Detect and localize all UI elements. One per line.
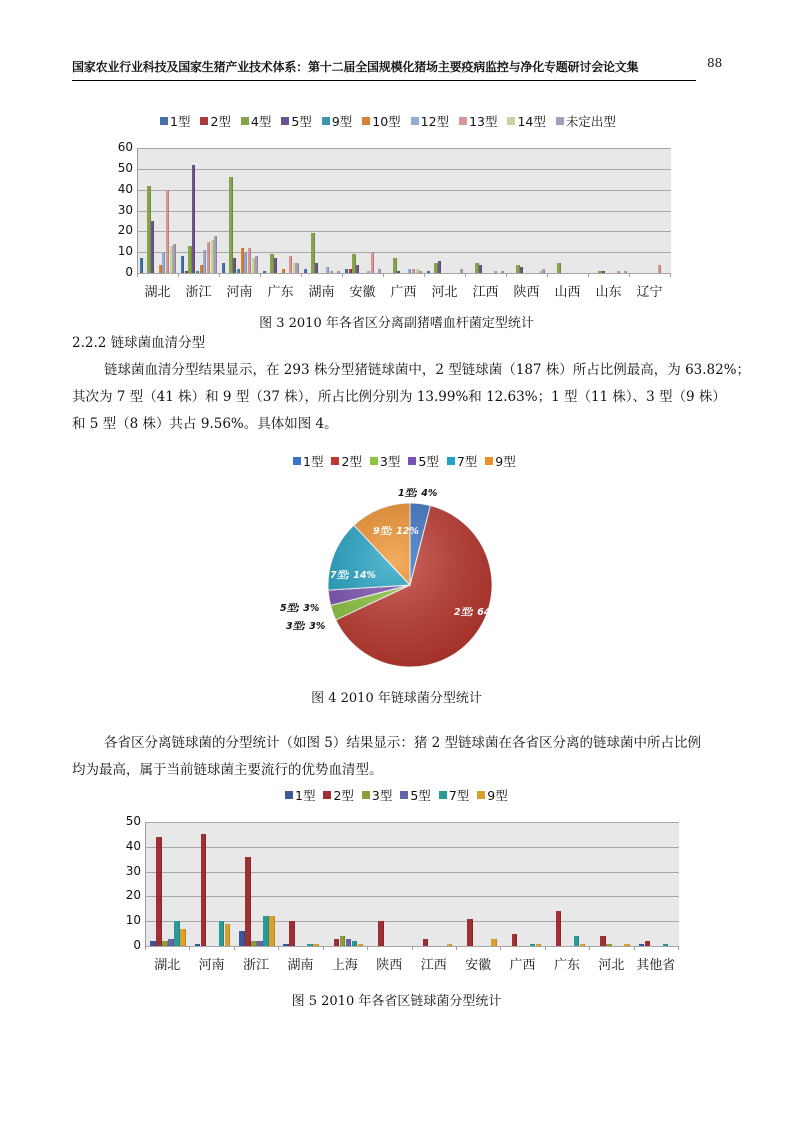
bar [229,177,232,273]
bar [467,919,473,946]
bar [245,857,251,946]
legend-label: 2型 [333,788,354,803]
legend-label: 2型 [341,454,362,469]
legend-swatch-icon [447,457,455,465]
bar [188,246,191,273]
y-tick-label: 20 [125,888,141,903]
legend-label: 1型 [170,114,191,129]
bar [168,939,174,946]
legend-swatch-icon [281,117,289,125]
header-rule [72,80,696,81]
bar [283,944,289,946]
bar [257,941,263,946]
bar [600,936,606,946]
bar [530,944,536,946]
x-tick-label: 陕西 [376,958,403,973]
x-tick-mark [506,273,507,277]
legend-item [331,452,361,470]
bar [580,944,586,946]
x-tick-mark [219,273,220,277]
x-tick-label: 辽宁 [636,285,663,300]
x-tick-label: 江西 [420,958,447,973]
bar [263,916,269,946]
bar [150,941,156,946]
bar [352,941,358,946]
x-tick-label: 浙江 [185,285,212,300]
bar [397,271,400,273]
bar [598,271,601,273]
bar [556,911,562,946]
bar [270,254,273,273]
bar [203,250,206,273]
legend-item [400,786,430,804]
bar [501,271,504,273]
bar [606,944,612,946]
bar [192,165,195,273]
x-tick-label: 广东 [553,958,580,973]
bar [434,263,437,273]
x-tick-mark [323,946,324,950]
bar [617,271,620,273]
x-tick-mark [678,946,679,950]
bar [602,271,605,273]
gridline [146,822,679,823]
plot-area [137,148,671,273]
x-tick-mark [589,946,590,950]
x-tick-mark [634,946,635,950]
x-tick-mark [260,273,261,277]
y-tick-label: 0 [125,265,133,279]
x-tick-label: 安徽 [349,285,376,300]
legend-item [285,786,315,804]
legend-label: 2型 [210,114,231,129]
bar [346,939,352,946]
paragraph-line: 其次为 7 型（41 株）和 9 型（37 株），所占比例分别为 13.99%和 12.63%；1 型（11 株）、3 型（9 株） [72,389,726,405]
bar [173,244,176,273]
x-tick-label: 安徽 [465,958,492,973]
legend-item [370,452,400,470]
x-tick-mark [545,946,546,950]
y-tick-label: 30 [117,202,133,217]
bar [211,240,214,273]
bar [427,271,430,273]
x-tick-label: 广西 [509,958,536,973]
bar [237,269,240,273]
bar [663,944,669,946]
legend-item [447,452,477,470]
bar [201,834,207,946]
legend-label: 3型 [371,788,393,803]
figure5-caption: 图 5 2010 年各省区链球菌分型统计 [291,994,502,1009]
y-tick-label: 10 [125,913,141,928]
bar [574,936,580,946]
y-tick-label: 50 [117,160,133,175]
legend-label: 5型 [418,454,439,469]
bar [520,267,523,273]
x-tick-label: 河北 [431,285,458,300]
figure4-legend [293,452,516,470]
figure4-caption: 图 4 2010 年链球菌分型统计 [311,691,482,706]
gridline [138,211,671,212]
legend-swatch-icon [285,791,293,799]
figure4-pie [270,470,520,675]
x-tick-mark [424,273,425,277]
legend-label: 7型 [456,454,478,469]
bar [412,269,415,273]
legend-swatch-icon [370,457,378,465]
bar [156,837,162,946]
x-tick-mark [137,273,138,277]
gridline [146,896,679,897]
gridline [138,273,671,274]
section-heading: 2.2.2 链球菌血清分型 [72,335,206,351]
bar [233,258,236,273]
legend-item [439,786,469,804]
legend-item [362,786,392,804]
bar [239,931,245,946]
legend-swatch-icon [362,791,370,799]
legend-item [322,112,352,130]
bar [330,271,333,273]
paragraph-line: 和 5 型（8 株）共占 9.56%。具体如图 4。 [72,416,338,432]
bar [645,941,651,946]
bar [658,265,661,273]
legend-label: 1型 [303,454,324,469]
legend-label: 4型 [250,114,272,129]
legend-item [408,452,438,470]
bar [244,252,247,273]
legend-item [281,112,311,130]
x-tick-mark [367,946,368,950]
bar [196,271,199,273]
legend-item [293,452,323,470]
bar [352,254,355,273]
bar [334,939,340,946]
legend-swatch-icon [362,117,370,125]
paragraph-line: 链球菌血清分型结果显示，在 293 株分型猪链球菌中，2 型链球菌（187 株）所占比例最高，为 63.82%； [104,362,751,378]
legend-swatch-icon [485,457,493,465]
x-tick-label: 浙江 [243,958,270,973]
bar [296,263,299,273]
x-tick-label: 湖南 [308,285,335,300]
y-tick-label: 0 [133,938,141,952]
legend-label: 5型 [410,788,431,803]
legend-swatch-icon [323,791,331,799]
bar [516,265,519,273]
pie-data-label: 5型; 3% [280,603,320,614]
bar [252,258,255,273]
bar [438,261,441,274]
x-tick-label: 山西 [554,285,581,300]
plot-area [145,822,679,946]
gridline [138,190,671,191]
bar [557,263,560,273]
bar [151,221,154,273]
x-tick-mark [547,273,548,277]
x-tick-label: 湖北 [154,958,181,973]
bar [162,941,168,946]
bar [393,258,396,273]
x-tick-mark [189,946,190,950]
bar [536,944,542,946]
bar [624,944,630,946]
bar [416,269,419,273]
bar [349,269,352,273]
bar [313,944,319,946]
x-tick-label: 湖北 [144,285,171,300]
bar [639,944,645,946]
bar [315,263,318,273]
bar [479,265,482,273]
paragraph-line: 各省区分离链球菌的分型统计（如图 5）结果显示：猪 2 型链球菌在各省区分离的链球菌中所占比例 [104,735,702,751]
legend-label: 9型 [495,454,516,469]
x-tick-mark [234,946,235,950]
bar [214,236,217,274]
bar [263,271,266,273]
x-tick-mark [629,273,630,277]
x-tick-label: 湖南 [287,958,314,973]
bar [225,924,231,946]
legend-item [160,112,190,130]
legend-label: 5型 [291,114,312,129]
legend-item [362,112,400,130]
pie-data-label: 7型; 14% [330,570,376,581]
figure3-legend [160,112,616,130]
bar [326,267,329,273]
x-tick-mark [145,946,146,950]
x-tick-mark [342,273,343,277]
legend-swatch-icon [439,791,447,799]
x-tick-label: 上海 [331,958,358,973]
legend-label: 7型 [448,788,470,803]
y-tick-label: 50 [125,814,141,828]
legend-swatch-icon [411,117,419,125]
legend-item [485,452,515,470]
legend-swatch-icon [556,117,564,125]
bar [248,248,251,273]
pie-chart-graphic [270,470,520,675]
bar [185,271,188,273]
legend-item [200,112,230,130]
figure5-chart [108,815,688,980]
legend-item [477,786,507,804]
bar [255,256,258,273]
bar [460,269,463,273]
bar [293,263,296,273]
bar [251,941,257,946]
bar [269,916,275,946]
y-tick-label: 60 [117,140,133,154]
legend-label: 未定出型 [565,114,616,129]
gridline [138,252,671,253]
bar [337,271,340,273]
pie-data-label: 9型; 12% [373,526,419,537]
bar [170,246,173,273]
x-tick-mark [588,273,589,277]
gridline [138,148,671,149]
x-tick-label: 河南 [198,958,225,973]
legend-swatch-icon [322,117,330,125]
legend-swatch-icon [293,457,301,465]
x-tick-label: 河南 [226,285,253,300]
bar [304,269,307,273]
figure5-legend [285,786,508,804]
y-tick-label: 40 [117,181,133,196]
bar [282,269,285,273]
x-tick-mark [178,273,179,277]
x-tick-mark [301,273,302,277]
bar [624,271,627,273]
bar [180,929,186,946]
legend-swatch-icon [331,457,339,465]
gridline [146,847,679,848]
bar [371,252,374,273]
legend-item [556,112,616,130]
pie-data-label: 1型; 4% [398,488,438,499]
legend-swatch-icon [200,117,208,125]
bar [419,271,422,273]
bar [512,934,518,946]
pie-data-label: 3型; 3% [286,621,326,632]
running-header: 国家农业行业科技及国家生猪产业技术体系：第十二届全国规模化猪场主要疫病监控与净化专题研讨会论文集 [72,60,639,74]
bar [378,269,381,273]
gridline [138,169,671,170]
bar [408,269,411,273]
legend-swatch-icon [507,117,515,125]
bar [378,921,384,946]
legend-swatch-icon [408,457,416,465]
bar [447,944,453,946]
gridline [146,921,679,922]
x-tick-label: 陕西 [513,285,540,300]
gridline [146,872,679,873]
bar [166,190,169,273]
bar [307,944,313,946]
legend-label: 3型 [379,454,401,469]
bar [195,944,201,946]
bar [219,921,225,946]
paragraph-line: 均为最高，属于当前链球菌主要流行的优势血清型。 [72,762,383,778]
bar [274,258,277,273]
bar [367,271,370,273]
x-tick-mark [412,946,413,950]
figure3-caption: 图 3 2010 年各省区分离副猪嗜血杆菌定型统计 [259,316,534,331]
y-tick-label: 10 [117,244,133,259]
legend-swatch-icon [477,791,485,799]
x-tick-mark [383,273,384,277]
bar [494,271,497,273]
x-tick-label: 其他省 [636,958,676,973]
bar [174,921,180,946]
legend-swatch-icon [400,791,408,799]
legend-swatch-icon [160,117,168,125]
legend-item [459,112,497,130]
bar [356,265,359,273]
x-tick-mark [278,946,279,950]
x-tick-label: 山东 [595,285,622,300]
legend-label: 14型 [517,114,546,129]
bar [311,233,314,273]
bar [222,263,225,273]
x-tick-label: 广西 [390,285,417,300]
legend-label: 1型 [295,788,316,803]
legend-swatch-icon [459,117,467,125]
bar [539,271,542,273]
bar [340,936,346,946]
x-tick-mark [500,946,501,950]
legend-label: 10型 [372,114,401,129]
y-tick-label: 30 [125,863,141,878]
y-tick-label: 40 [125,838,141,853]
gridline [138,231,671,232]
x-tick-mark [670,273,671,277]
page-number: 88 [707,56,723,70]
bar [147,186,150,274]
y-tick-label: 20 [117,223,133,238]
legend-label: 9型 [487,788,508,803]
legend-swatch-icon [241,117,249,125]
bar [289,921,295,946]
bar [289,256,292,273]
legend-label: 12型 [420,114,450,129]
bar [162,252,165,273]
legend-item [323,786,353,804]
legend-item [507,112,545,130]
bar [140,258,143,273]
x-tick-mark [465,273,466,277]
bar [475,263,478,273]
bar [542,269,545,273]
bar [423,939,429,946]
x-tick-label: 江西 [472,285,499,300]
bar [207,242,210,273]
legend-label: 9型 [331,114,353,129]
legend-label: 13型 [469,114,498,129]
bar [491,939,497,946]
legend-item [241,112,271,130]
bar [358,944,364,946]
x-tick-mark [456,946,457,950]
x-tick-label: 河北 [598,958,625,973]
x-tick-label: 广东 [267,285,294,300]
legend-item [411,112,449,130]
figure3-chart [100,140,680,305]
gridline [146,946,679,947]
pie-data-label: 2型; 64% [454,607,500,618]
